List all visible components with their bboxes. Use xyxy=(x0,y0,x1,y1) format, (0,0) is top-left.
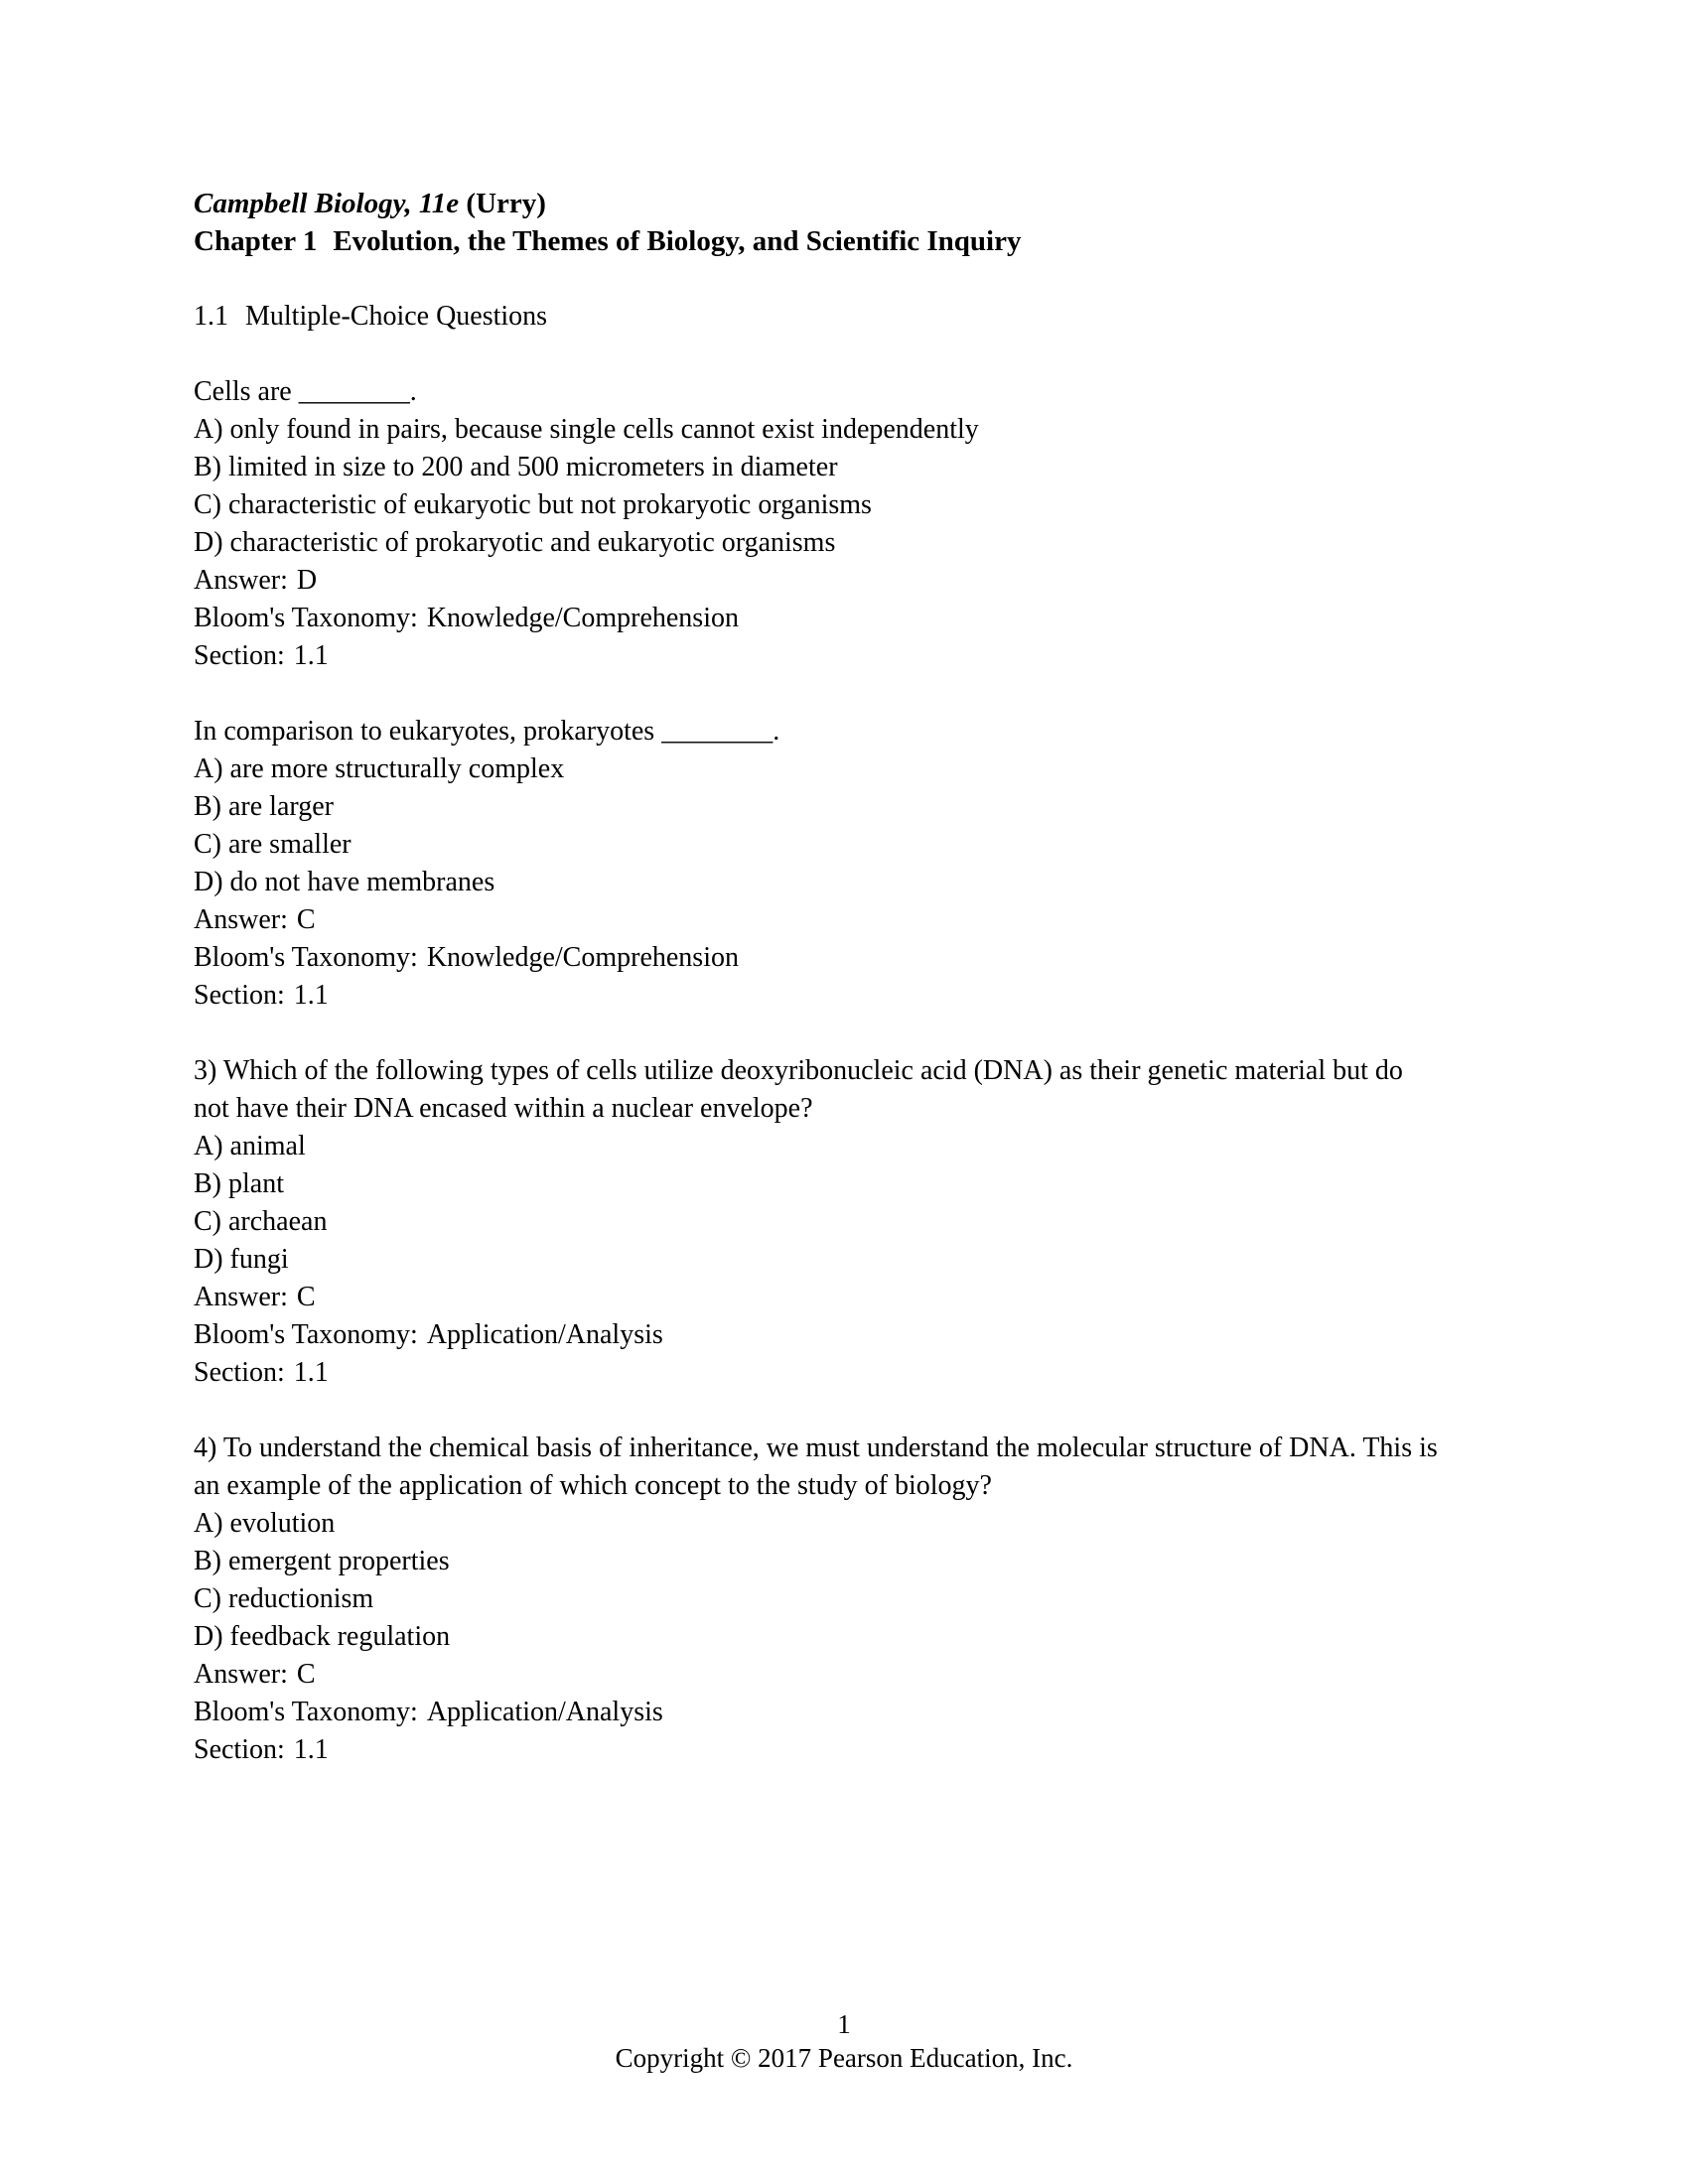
question-stem: 4) To understand the chemical basis of inheritance, we must understand the molecular structure of DNA. This is an example of the application of which concept to the study of biology? xyxy=(194,1433,1438,1501)
answer-line xyxy=(194,562,1440,600)
question-option: A) animal xyxy=(194,1131,306,1161)
section-line xyxy=(194,637,1440,675)
section-gap xyxy=(285,977,294,1015)
bloom-gap xyxy=(418,600,427,637)
question-option: D) characteristic of prokaryotic and eukaryotic organisms xyxy=(194,527,836,558)
bloom-line xyxy=(194,600,1440,637)
question-option: C) are smaller xyxy=(194,829,352,860)
answer-value: C xyxy=(296,1659,316,1690)
section-gap xyxy=(285,637,294,675)
question-option: B) emergent properties xyxy=(194,1546,450,1576)
answer-gap xyxy=(288,901,297,939)
bloom-label: Bloom's Taxonomy: xyxy=(194,603,418,633)
bloom-value: Application/Analysis xyxy=(426,1319,663,1350)
answer-label: Answer: xyxy=(194,565,288,596)
section-gap xyxy=(285,1354,294,1392)
answer-gap xyxy=(288,562,297,600)
section-title: Multiple-Choice Questions xyxy=(245,301,548,332)
question-block-3 xyxy=(194,1015,1440,1392)
answer-label: Answer: xyxy=(194,1659,288,1690)
bloom-gap xyxy=(418,1316,427,1354)
question-option: A) evolution xyxy=(194,1508,336,1539)
section-line xyxy=(194,1731,1440,1769)
book-author: (Urry) xyxy=(466,188,546,219)
book-title: Campbell Biology, 11e xyxy=(194,188,460,219)
answer-label: Answer: xyxy=(194,1282,288,1312)
bloom-value: Application/Analysis xyxy=(426,1697,663,1727)
section-ref-label: Section: xyxy=(194,1734,285,1765)
bloom-label: Bloom's Taxonomy: xyxy=(194,1697,418,1727)
question-option: A) only found in pairs, because single cells cannot exist independently xyxy=(194,414,979,445)
section-line xyxy=(194,977,1440,1015)
section-gap xyxy=(285,1731,294,1769)
section-ref-value: 1.1 xyxy=(293,1734,329,1765)
question-option: C) archaean xyxy=(194,1206,328,1237)
copyright-notice: Copyright © 2017 Pearson Education, Inc. xyxy=(615,2043,1073,2073)
answer-value: D xyxy=(296,565,318,596)
question-stem: 3) Which of the following types of cells utilize deoxyribonucleic acid (DNA) as their genetic material but do not have their DNA encased within a nuclear envelope? xyxy=(194,1055,1403,1124)
bloom-gap xyxy=(418,939,427,977)
answer-gap xyxy=(288,1279,297,1316)
document-body xyxy=(194,185,1440,1769)
section-line xyxy=(194,1354,1440,1392)
section-ref-label: Section: xyxy=(194,1357,285,1388)
bloom-value: Knowledge/Comprehension xyxy=(426,942,739,973)
section-ref-label: Section: xyxy=(194,640,285,671)
bloom-value: Knowledge/Comprehension xyxy=(426,603,739,633)
section-ref-value: 1.1 xyxy=(293,980,329,1011)
question-block-2 xyxy=(194,675,1440,1015)
bloom-line xyxy=(194,1316,1440,1354)
question-option: A) are more structurally complex xyxy=(194,753,565,784)
section-ref-label: Section: xyxy=(194,980,285,1011)
chapter-heading-line xyxy=(194,222,1440,260)
answer-label: Answer: xyxy=(194,904,288,935)
section-ref-value: 1.1 xyxy=(293,1357,329,1388)
question-option: B) are larger xyxy=(194,791,334,822)
question-block-4 xyxy=(194,1392,1440,1769)
question-option: C) reductionism xyxy=(194,1583,374,1614)
bloom-label: Bloom's Taxonomy: xyxy=(194,1319,418,1350)
question-option: B) plant xyxy=(194,1168,284,1199)
answer-line xyxy=(194,1279,1440,1316)
answer-gap xyxy=(288,1656,297,1694)
page-number: 1 xyxy=(837,2009,851,2039)
document-heading xyxy=(194,185,1440,260)
question-stem: Cells are ________. xyxy=(194,376,417,407)
question-option: D) do not have membranes xyxy=(194,867,495,897)
page-footer xyxy=(0,2007,1688,2075)
question-option: C) characteristic of eukaryotic but not prokaryotic organisms xyxy=(194,489,872,520)
section-ref-value: 1.1 xyxy=(293,640,329,671)
section-number: 1.1 xyxy=(194,301,228,332)
question-option: D) fungi xyxy=(194,1244,289,1275)
answer-value: C xyxy=(296,1282,316,1312)
bloom-gap xyxy=(418,1694,427,1731)
book-title-line xyxy=(194,185,1440,222)
question-stem: In comparison to eukaryotes, prokaryotes ________. xyxy=(194,716,780,747)
section-heading xyxy=(194,260,1440,336)
answer-line xyxy=(194,901,1440,939)
chapter-label: Chapter 1 xyxy=(194,225,318,257)
answer-line xyxy=(194,1656,1440,1694)
bloom-line xyxy=(194,1694,1440,1731)
question-block-1 xyxy=(194,336,1440,675)
question-option: B) limited in size to 200 and 500 micrometers in diameter xyxy=(194,452,838,482)
answer-value: C xyxy=(296,904,316,935)
question-option: D) feedback regulation xyxy=(194,1621,451,1652)
chapter-title: Evolution, the Themes of Biology, and Scientific Inquiry xyxy=(333,225,1022,257)
bloom-label: Bloom's Taxonomy: xyxy=(194,942,418,973)
bloom-line xyxy=(194,939,1440,977)
